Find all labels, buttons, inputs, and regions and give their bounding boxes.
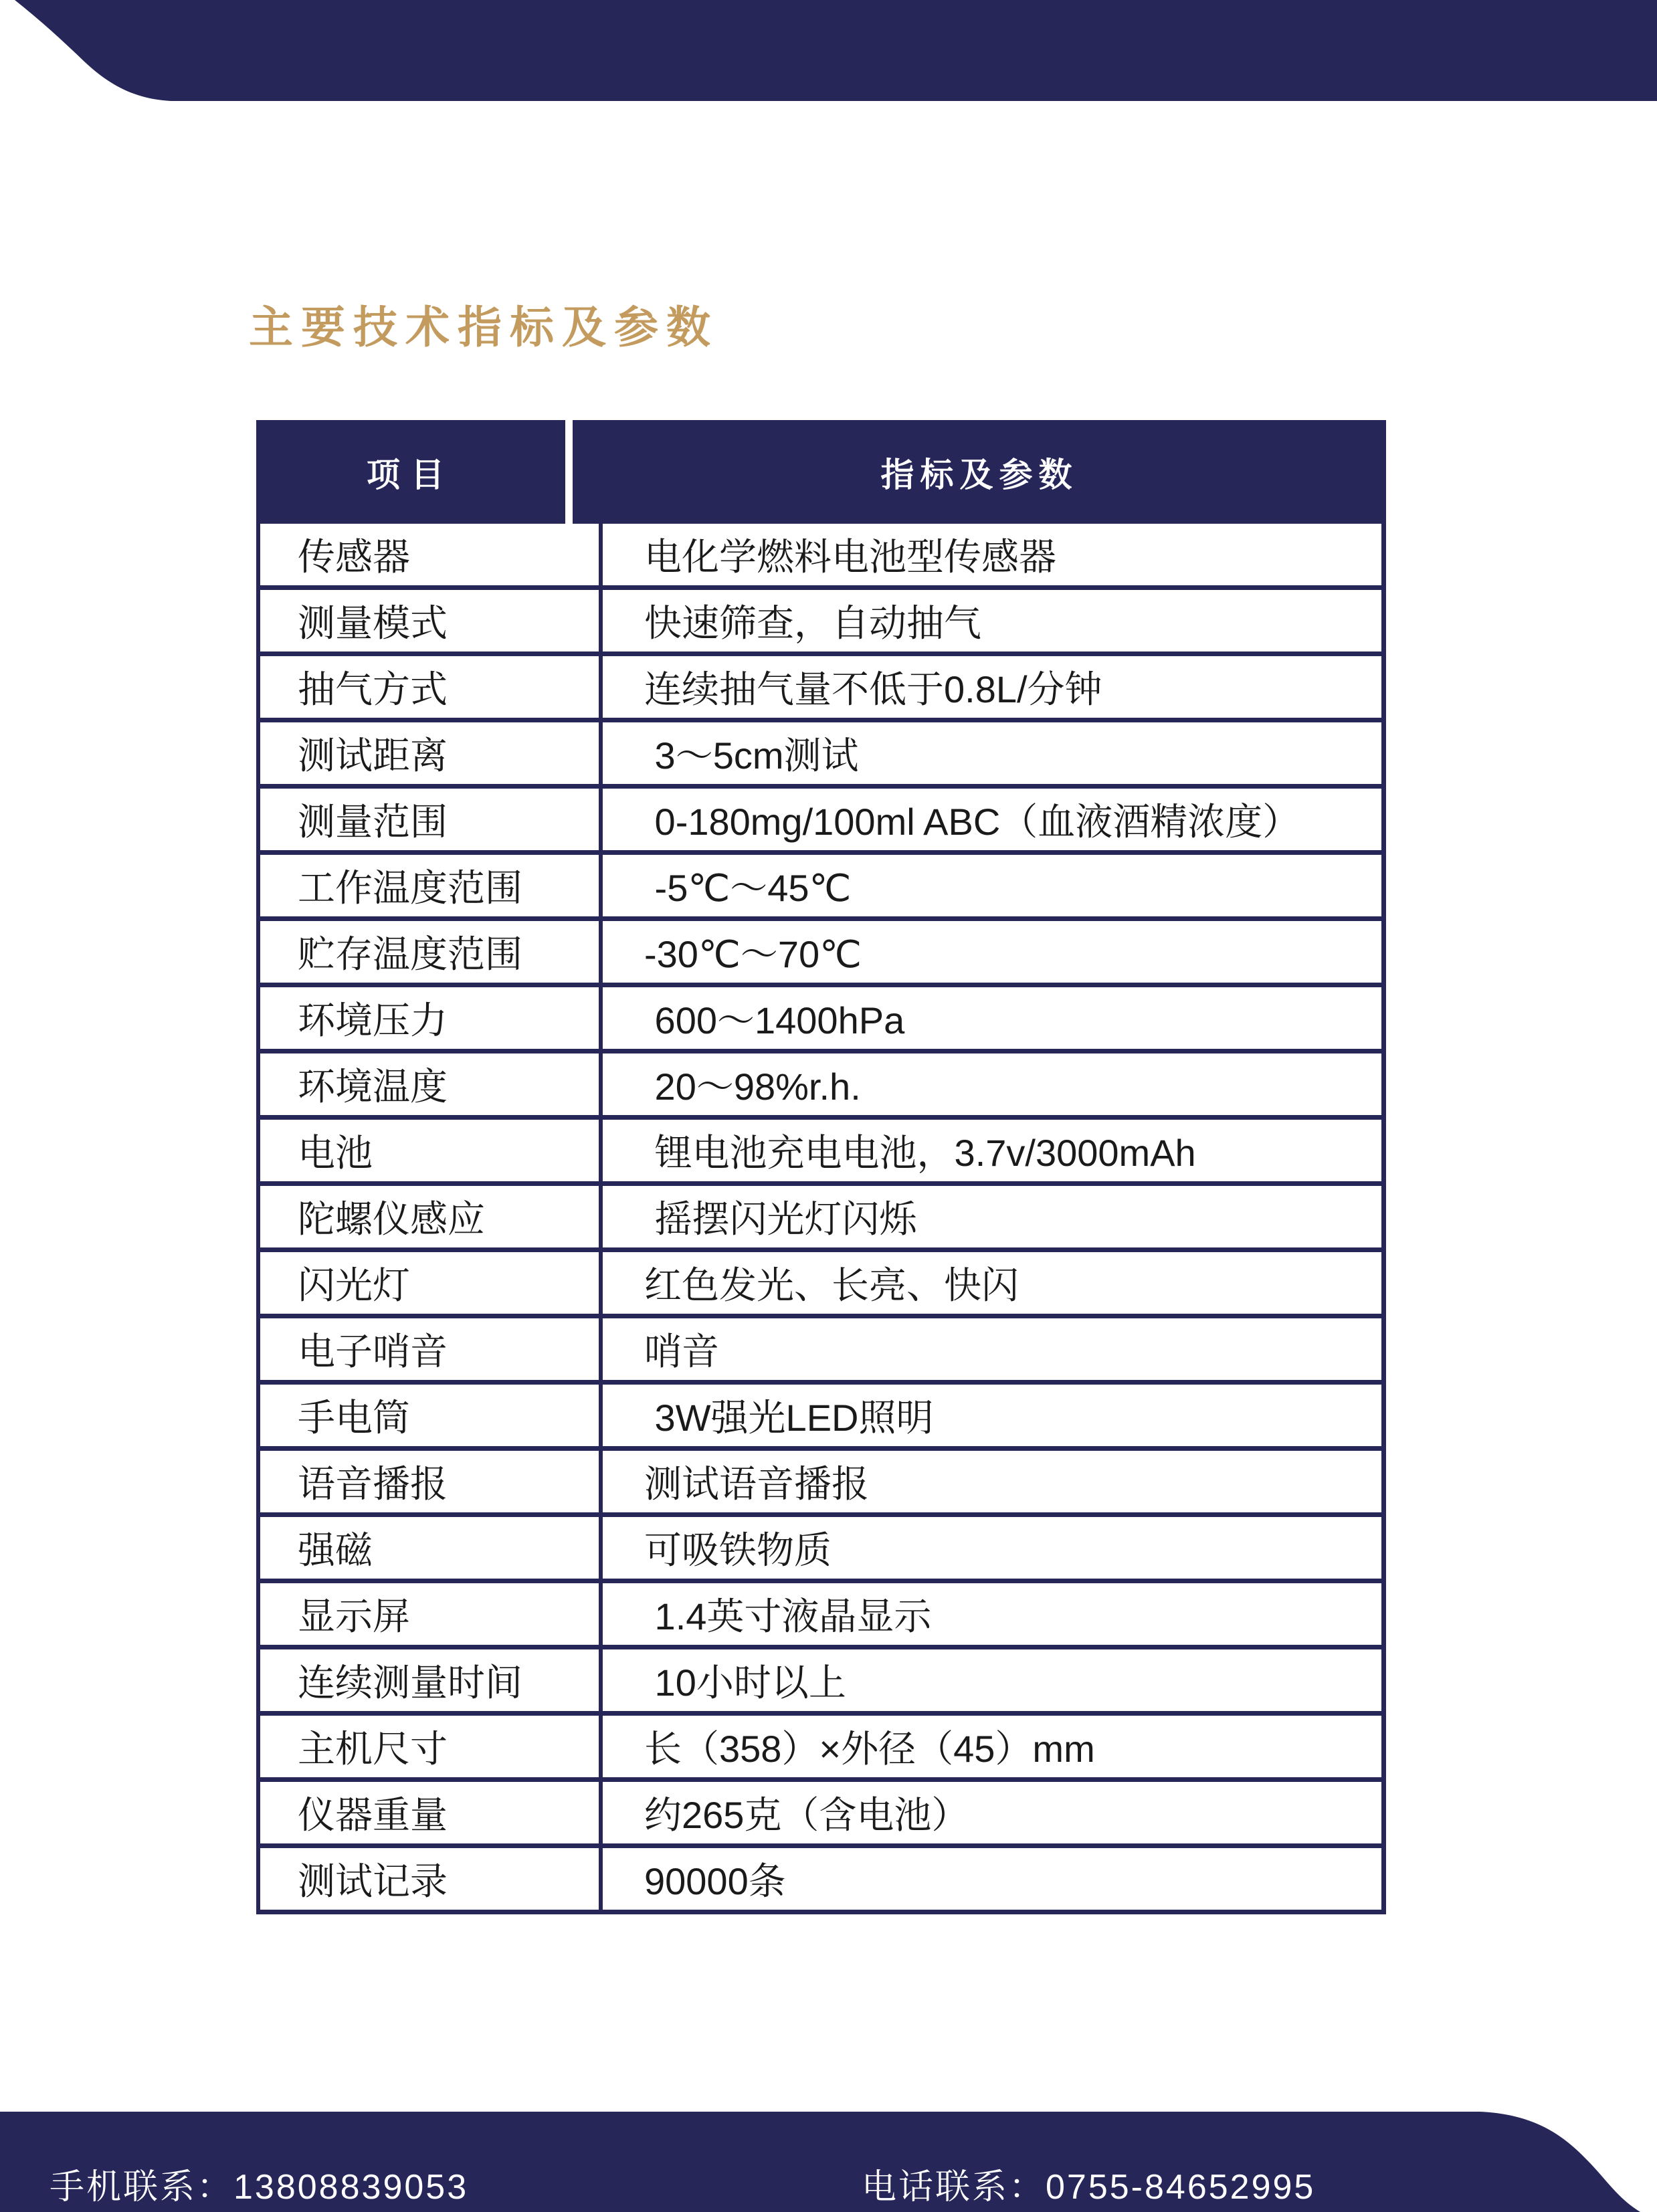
row-value: 3W强光LED照明 xyxy=(644,1397,934,1439)
row-item-label: 工作温度范围 xyxy=(260,855,603,916)
row-item-label: 测量范围 xyxy=(260,789,603,850)
table-row xyxy=(260,722,1381,789)
table-row xyxy=(260,1848,1381,1914)
table-row xyxy=(260,1252,1381,1318)
row-value: 测试语音播报 xyxy=(644,1463,869,1505)
table-row xyxy=(260,656,1381,722)
row-item-label: 抽气方式 xyxy=(260,656,603,718)
row-item-label: 语音播报 xyxy=(260,1451,603,1512)
row-value: 锂电池充电电池，3.7v/3000mAh xyxy=(644,1132,1196,1174)
table-row xyxy=(260,789,1381,855)
table-row xyxy=(260,1649,1381,1716)
table-row xyxy=(260,987,1381,1053)
row-value: 连续抽气量不低于0.8L/分钟 xyxy=(644,668,1102,710)
row-value: -5℃～45℃ xyxy=(644,867,852,909)
table-header-value-col: 指标及参数 xyxy=(880,456,1078,494)
table-row xyxy=(260,1385,1381,1451)
table-row xyxy=(260,1517,1381,1583)
row-item-label: 测试记录 xyxy=(260,1848,603,1910)
row-item-label: 测量模式 xyxy=(260,590,603,651)
header-swoosh xyxy=(0,0,1657,102)
row-item-label: 电池 xyxy=(260,1120,603,1181)
table-row xyxy=(260,590,1381,656)
row-value: 约265克（含电池） xyxy=(644,1794,969,1836)
table-row xyxy=(260,1451,1381,1517)
row-value: 3～5cm测试 xyxy=(644,734,859,777)
row-item-label: 仪器重量 xyxy=(260,1782,603,1843)
table-row xyxy=(260,1053,1381,1120)
table-row xyxy=(260,855,1381,921)
row-value: 哨音 xyxy=(644,1330,719,1373)
page-title: 主要技术指标及参数 xyxy=(249,302,718,352)
row-item-label: 环境压力 xyxy=(260,987,603,1049)
table-body xyxy=(256,524,1386,1914)
spec-table xyxy=(256,420,1386,1914)
row-value: 长（358）×外径（45）mm xyxy=(644,1728,1095,1770)
row-item-label: 电子哨音 xyxy=(260,1318,603,1380)
footer-mobile-contact: 手机联系：13808839053 xyxy=(50,2168,469,2207)
row-value: 红色发光、长亮、快闪 xyxy=(644,1264,1019,1306)
row-value: 90000条 xyxy=(644,1860,786,1902)
table-row xyxy=(260,1716,1381,1782)
row-value: 电化学燃料电池型传感器 xyxy=(644,536,1056,578)
row-value: 10小时以上 xyxy=(644,1662,846,1704)
row-item-label: 环境温度 xyxy=(260,1053,603,1115)
row-item-label: 闪光灯 xyxy=(260,1252,603,1314)
table-row xyxy=(260,1318,1381,1385)
row-item-label: 贮存温度范围 xyxy=(260,921,603,983)
row-value: 摇摆闪光灯闪烁 xyxy=(644,1198,917,1240)
row-item-label: 主机尺寸 xyxy=(260,1716,603,1777)
table-header-item-col: 项目 xyxy=(367,456,455,494)
row-item-label: 陀螺仪感应 xyxy=(260,1186,603,1247)
row-item-label: 手电筒 xyxy=(260,1385,603,1446)
row-value: 20～98%r.h. xyxy=(644,1066,861,1108)
row-value: 1.4英寸液晶显示 xyxy=(644,1595,932,1637)
table-row xyxy=(260,921,1381,987)
row-item-label: 连续测量时间 xyxy=(260,1649,603,1711)
footer-phone-contact: 电话联系：0755-84652995 xyxy=(862,2168,1316,2207)
table-row xyxy=(260,1186,1381,1252)
row-value: 快速筛查，自动抽气 xyxy=(644,602,981,644)
row-item-label: 测试距离 xyxy=(260,722,603,784)
table-row xyxy=(260,1120,1381,1186)
row-item-label: 显示屏 xyxy=(260,1583,603,1645)
row-value: -30℃～70℃ xyxy=(644,933,862,975)
header-column-divider xyxy=(565,420,573,524)
table-row xyxy=(260,524,1381,590)
table-header-row xyxy=(256,420,1386,524)
row-value: 0-180mg/100ml ABC（血液酒精浓度） xyxy=(644,801,1300,843)
table-row xyxy=(260,1583,1381,1649)
row-value: 可吸铁物质 xyxy=(644,1529,832,1571)
row-item-label: 传感器 xyxy=(260,524,603,585)
row-value: 600～1400hPa xyxy=(644,999,905,1041)
row-item-label: 强磁 xyxy=(260,1517,603,1579)
footer-band xyxy=(0,2110,1657,2212)
table-row xyxy=(260,1782,1381,1848)
